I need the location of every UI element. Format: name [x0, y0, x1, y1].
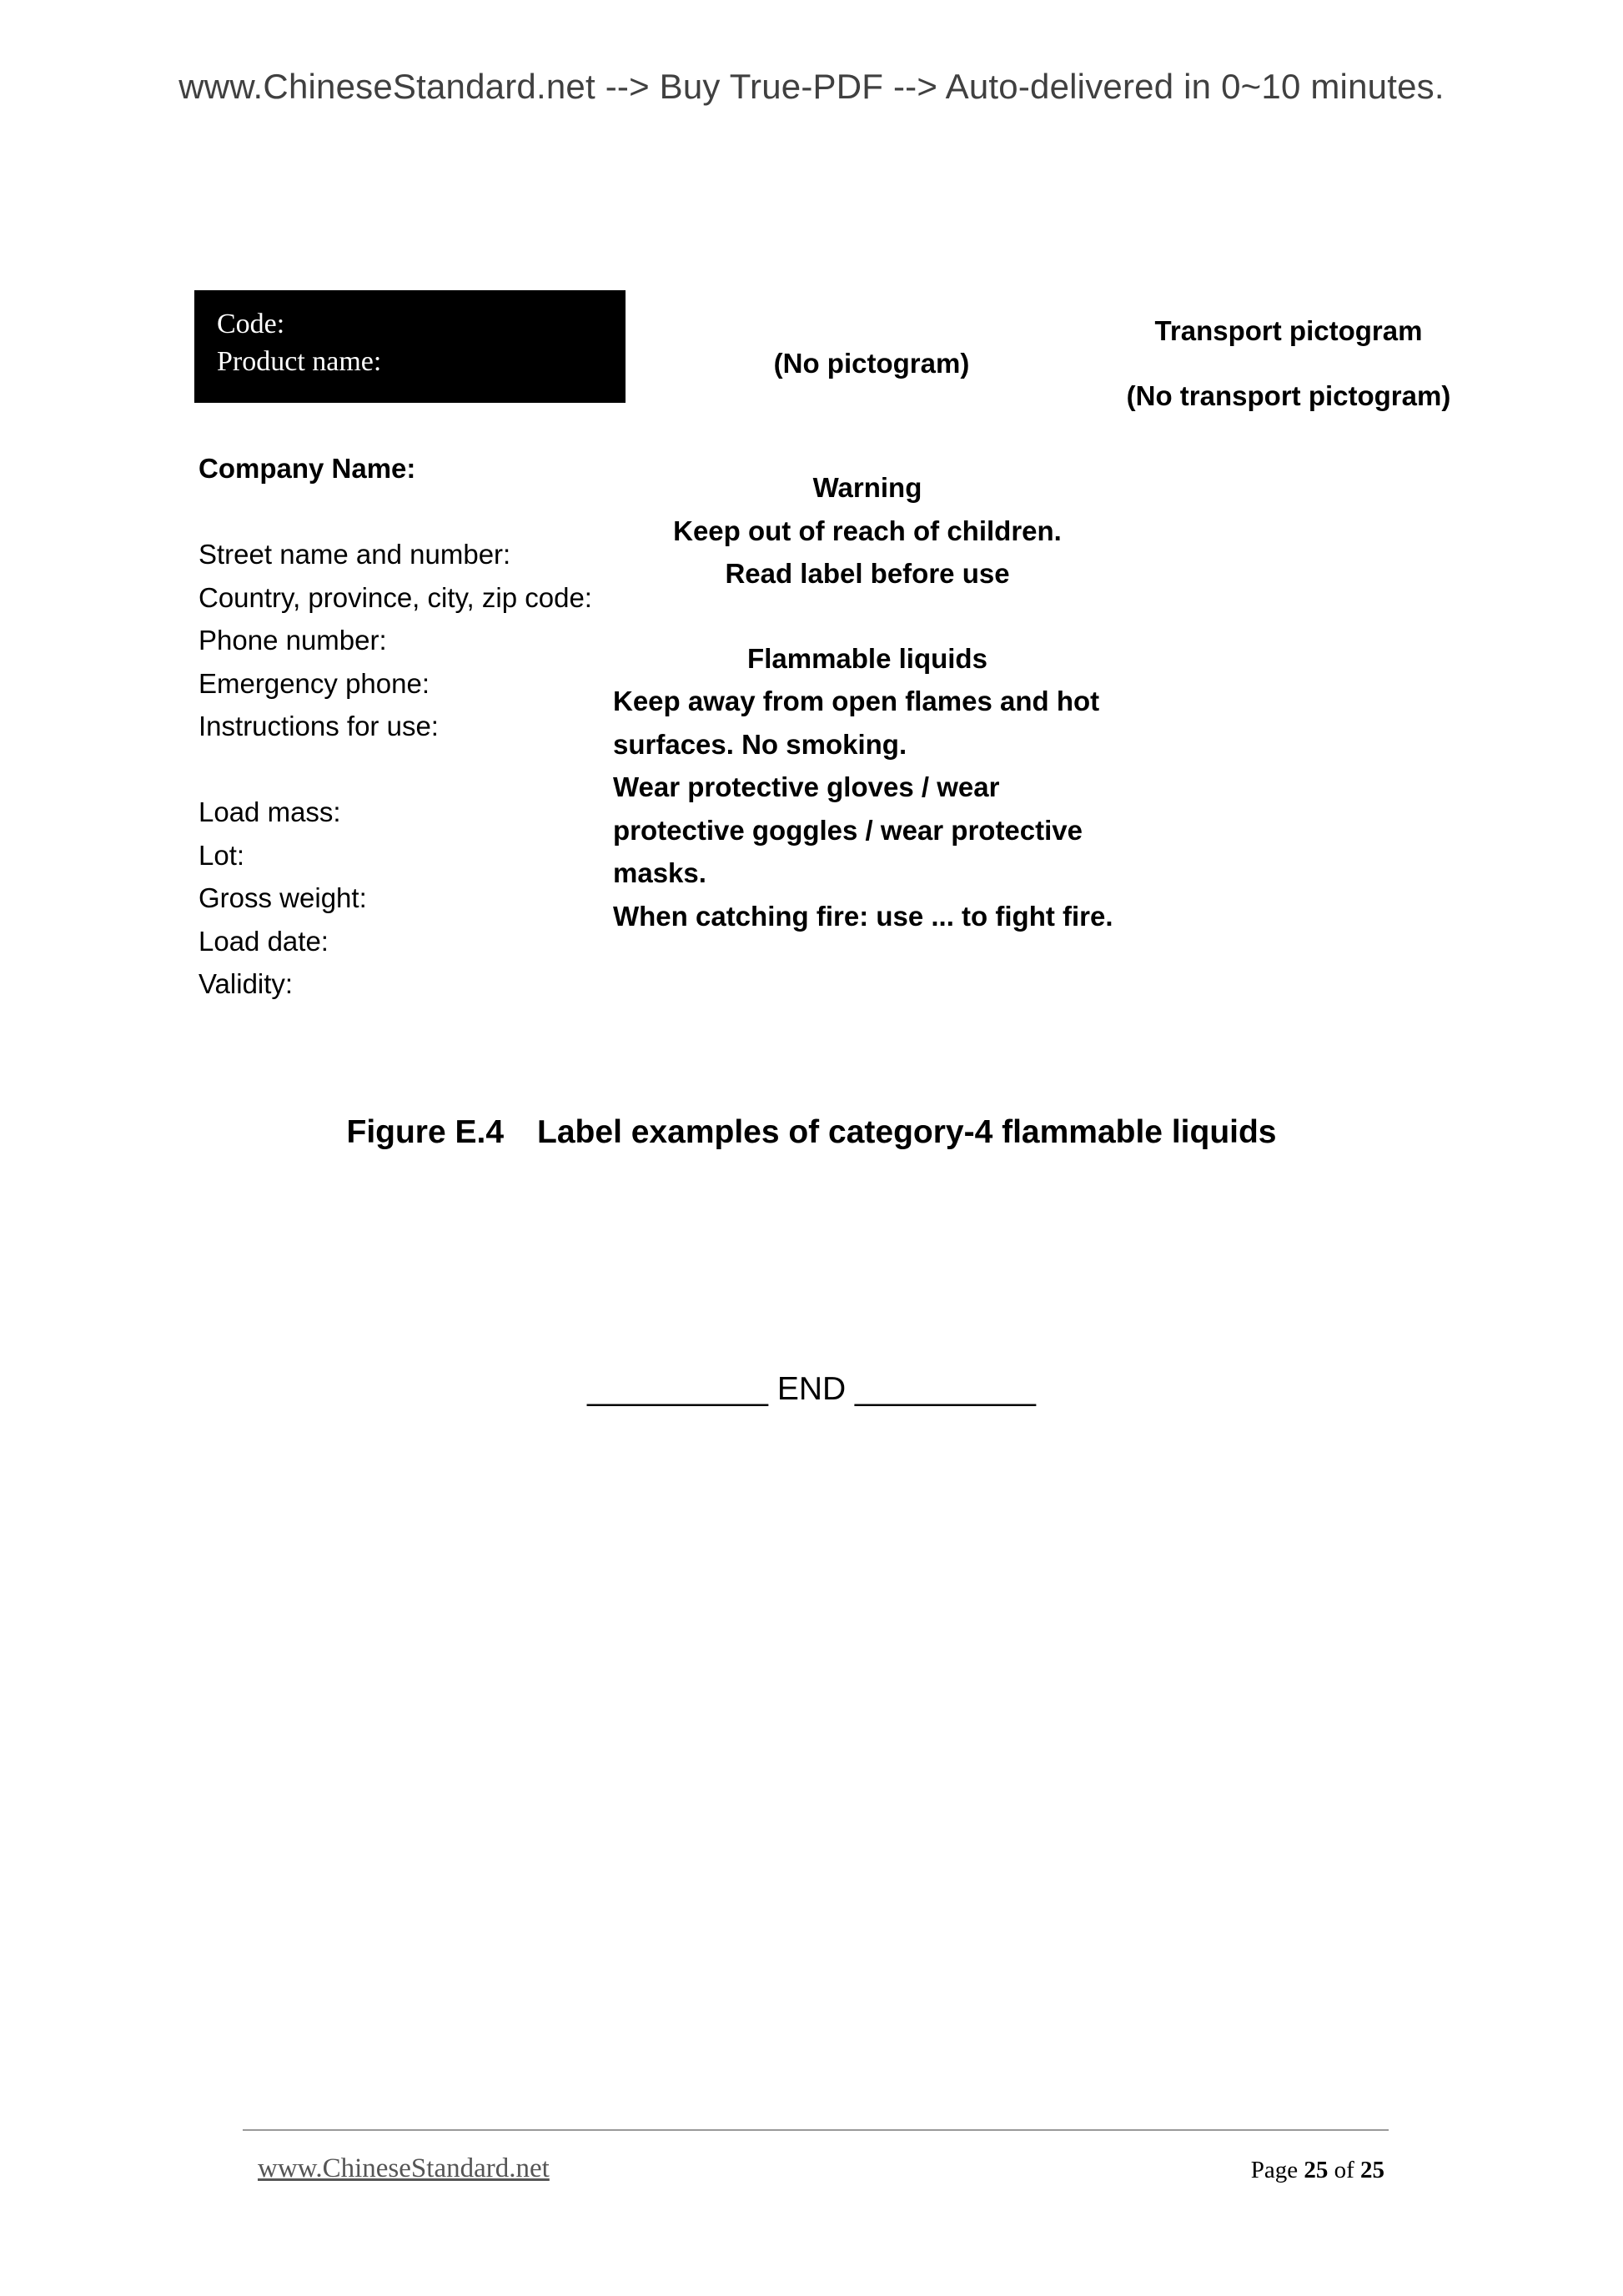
page-prefix: Page	[1250, 2157, 1299, 2183]
header-banner: www.ChineseStandard.net --> Buy True-PDF --> Auto-delivered in 0~10 minutes.	[178, 67, 1445, 106]
precaution-line: protective goggles / wear protective	[613, 814, 1083, 846]
figure-caption-text: Label examples of category-4 flammable liquids	[537, 1114, 1277, 1150]
precaution-line: masks.	[613, 857, 706, 888]
flammable-liquids-title: Flammable liquids	[747, 643, 987, 674]
end-marker: __________ END __________	[587, 1371, 1036, 1407]
no-transport-pictogram-text: (No transport pictogram)	[1126, 380, 1451, 411]
country-label: Country, province, city, zip code:	[198, 581, 592, 613]
precaution-line: surfaces. No smoking.	[613, 728, 907, 760]
figure-number: Figure E.4	[346, 1114, 505, 1150]
warning-title: Warning	[812, 472, 922, 503]
transport-pictogram-title: Transport pictogram	[1154, 315, 1423, 346]
transport-pictogram-block	[1118, 315, 1460, 412]
warning-line-1: Keep out of reach of children.	[673, 515, 1062, 546]
page-number	[1184, 2157, 1384, 2184]
page-total: 25	[1360, 2157, 1384, 2183]
phone-label: Phone number:	[198, 625, 387, 656]
product-name-label: Product name:	[217, 346, 382, 377]
code-label: Code:	[217, 309, 285, 339]
lot-label: Lot:	[198, 839, 245, 871]
footer-site-link[interactable]: www.ChineseStandard.net	[258, 2153, 550, 2183]
footer-divider	[243, 2129, 1389, 2131]
warning-line-2: Read label before use	[725, 558, 1010, 589]
load-date-label: Load date:	[198, 925, 329, 957]
figure-caption	[0, 1114, 1623, 1151]
street-label: Street name and number:	[198, 539, 511, 570]
precaution-line: When catching fire: use ... to fight fire.	[613, 900, 1113, 932]
page-current: 25	[1304, 2157, 1329, 2183]
precaution-line: Keep away from open flames and hot	[613, 686, 1100, 716]
product-code-box	[194, 290, 626, 403]
precaution-line: Wear protective gloves / wear	[613, 771, 1000, 802]
instructions-label: Instructions for use:	[198, 711, 439, 741]
warning-block	[609, 466, 1126, 595]
precaution-statements	[613, 680, 1147, 937]
page-of: of	[1334, 2157, 1354, 2183]
validity-label: Validity:	[198, 968, 294, 999]
gross-weight-label: Gross weight:	[198, 882, 367, 913]
emergency-phone-label: Emergency phone:	[198, 667, 430, 699]
company-name-label: Company Name:	[198, 453, 416, 484]
company-info-block	[198, 447, 592, 1006]
load-mass-label: Load mass:	[198, 796, 341, 827]
no-pictogram-text: (No pictogram)	[773, 348, 970, 379]
